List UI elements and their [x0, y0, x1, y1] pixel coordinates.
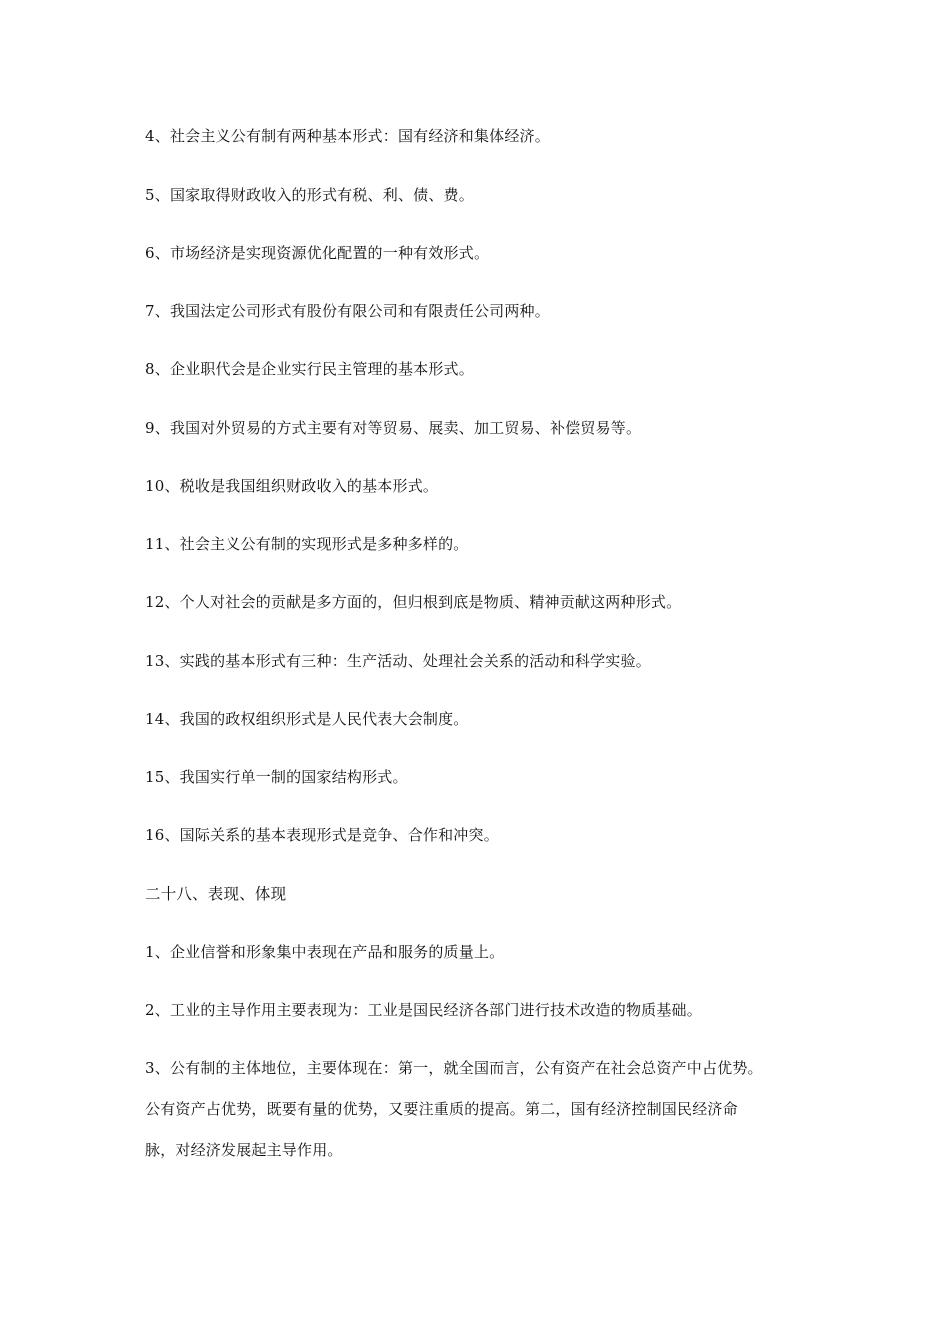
list-item: 2、工业的主导作用主要表现为：工业是国民经济各部门进行技术改造的物质基础。: [145, 1001, 702, 1019]
list-item: 8、企业职代会是企业实行民主管理的基本形式。: [145, 360, 474, 378]
paragraph-line: 脉，对经济发展起主导作用。: [145, 1141, 343, 1159]
list-item: 16、国际关系的基本表现形式是竞争、合作和冲突。: [145, 826, 499, 844]
list-item: 5、国家取得财政收入的形式有税、利、债、费。: [145, 186, 474, 204]
list-item: 14、我国的政权组织形式是人民代表大会制度。: [145, 710, 469, 728]
list-item: 7、我国法定公司形式有股份有限公司和有限责任公司两种。: [145, 302, 550, 320]
paragraph-line: 3、公有制的主体地位，主要体现在：第一，就全国而言，公有资产在社会总资产中占优势。: [145, 1059, 763, 1077]
list-item: 4、社会主义公有制有两种基本形式：国有经济和集体经济。: [145, 127, 550, 145]
paragraph-line: 公有资产占优势，既要有量的优势，又要注重质的提高。第二，国有经济控制国民经济命: [145, 1100, 738, 1118]
section-heading: 二十八、表现、体现: [145, 885, 287, 903]
list-item: 1、企业信誉和形象集中表现在产品和服务的质量上。: [145, 943, 505, 961]
list-item: 11、社会主义公有制的实现形式是多种多样的。: [145, 535, 469, 553]
list-item: 9、我国对外贸易的方式主要有对等贸易、展卖、加工贸易、补偿贸易等。: [145, 419, 642, 437]
list-item: 12、个人对社会的贡献是多方面的，但归根到底是物质、精神贡献这两种形式。: [145, 593, 682, 611]
list-item: 6、市场经济是实现资源优化配置的一种有效形式。: [145, 244, 490, 262]
list-item: 15、我国实行单一制的国家结构形式。: [145, 768, 408, 786]
list-item: 10、税收是我国组织财政收入的基本形式。: [145, 477, 439, 495]
list-item: 13、实践的基本形式有三种：生产活动、处理社会关系的活动和科学实验。: [145, 652, 651, 670]
